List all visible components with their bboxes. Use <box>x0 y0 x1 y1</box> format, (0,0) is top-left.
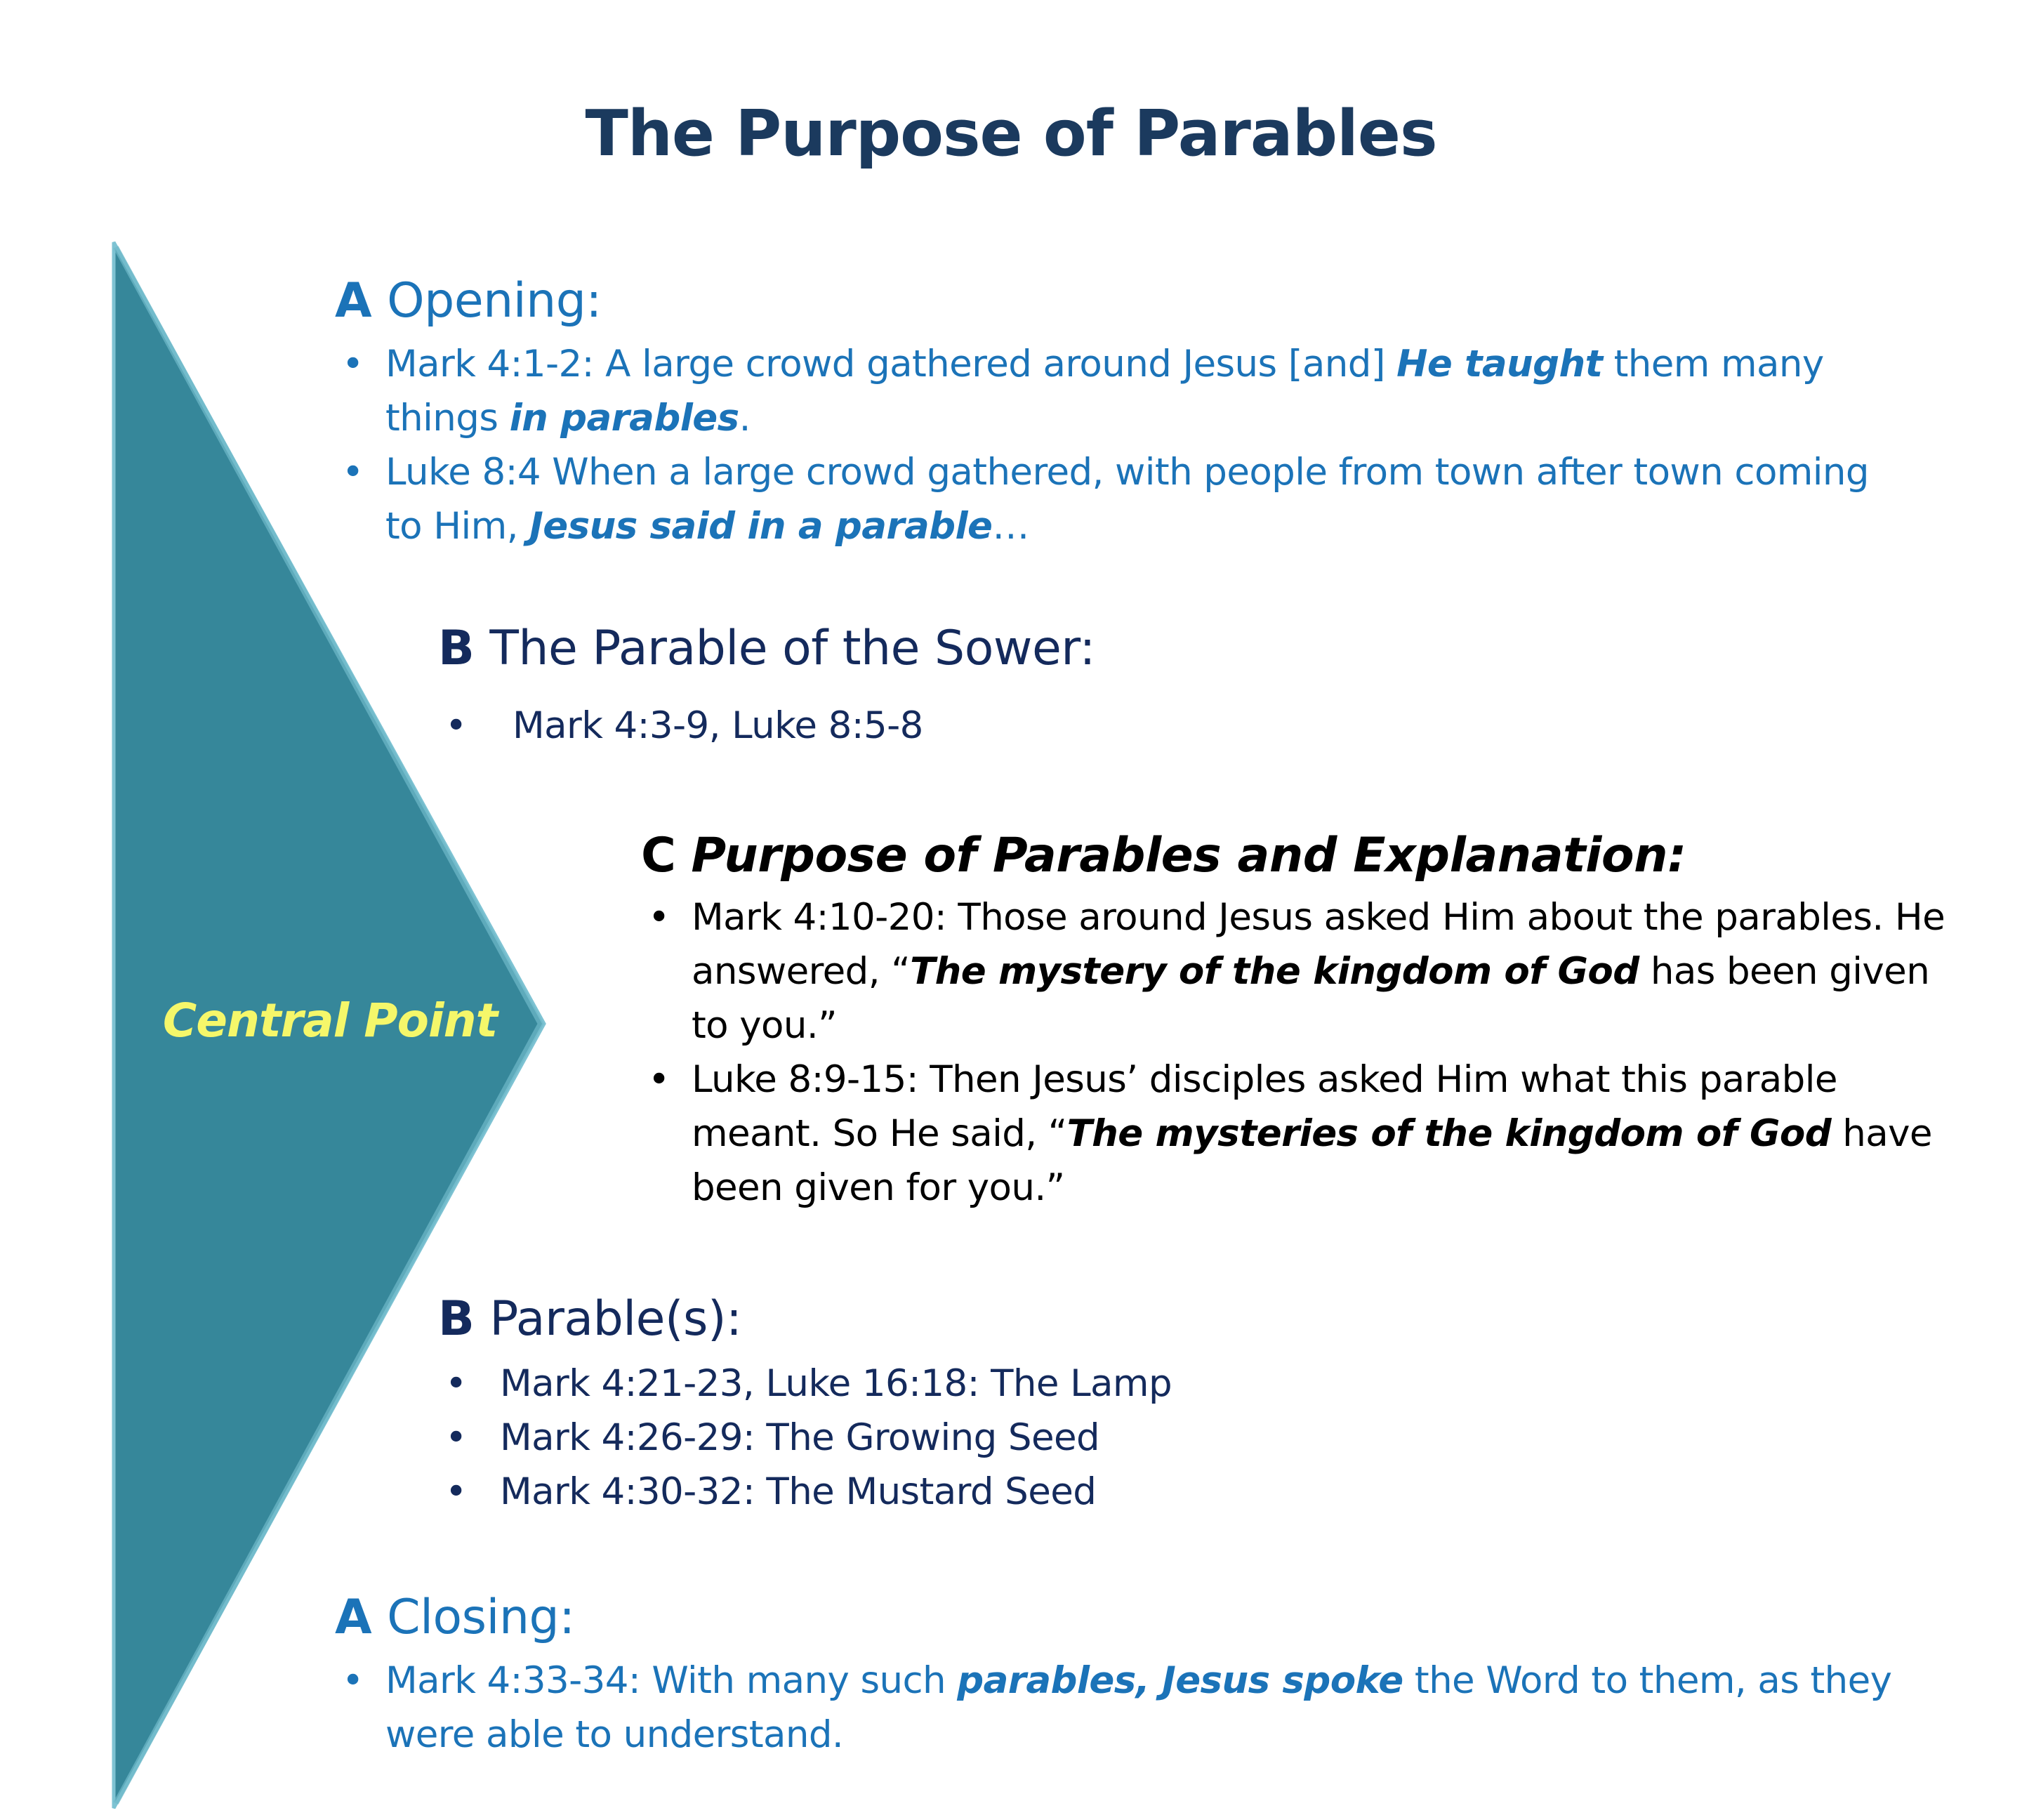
section-a-closing <box>335 1590 1950 1762</box>
list-item <box>648 1053 1948 1215</box>
text-run: them many things <box>385 343 1824 440</box>
section-heading <box>438 1292 1842 1347</box>
section-letter: A <box>335 1590 372 1645</box>
bullet-icon: • <box>445 1416 467 1460</box>
list-item <box>342 445 1895 553</box>
section-c-purpose <box>641 829 1989 1215</box>
text-run: Luke 8:9-15: Then Jesus’ disciples asked Him what this parable meant. So He said, “ <box>692 1058 1837 1156</box>
section-letter: B <box>438 621 475 676</box>
list-item <box>648 890 1948 1053</box>
emphasis-text: Jesus said in a parable <box>529 505 993 548</box>
bullet-icon: • <box>445 1362 467 1406</box>
section-heading <box>335 274 1950 329</box>
section-title: Purpose of Parables and Explanation: <box>691 828 1686 883</box>
section-b-parables <box>438 1292 1842 1519</box>
text-run: Mark 4:1-2: A large crowd gathered around Jesus [and] <box>385 343 1397 386</box>
text-run: Luke 8:4 When a large crowd gathered, with people from town after town coming to Him, <box>385 451 1869 548</box>
section-a-opening <box>335 274 1950 553</box>
list-item <box>445 699 1842 753</box>
bullet-icon: • <box>342 343 364 386</box>
bullet-list <box>445 1357 1842 1519</box>
bullet-icon: • <box>648 1058 670 1102</box>
section-heading <box>335 1590 1950 1645</box>
bullet-icon: • <box>342 451 364 494</box>
section-title: Closing: <box>387 1590 575 1645</box>
bullet-list <box>445 699 1842 753</box>
section-b-sower <box>438 621 1842 753</box>
bullet-icon: • <box>648 896 670 939</box>
text-run: has been given to you.” <box>692 950 1930 1048</box>
text-run: Mark 4:21-23, Luke 16:18: The Lamp <box>500 1362 1172 1406</box>
section-heading <box>438 621 1842 676</box>
bullet-list <box>342 1654 1895 1762</box>
emphasis-text: The mystery of the kingdom of God <box>910 950 1639 994</box>
text-run: … <box>992 505 1029 548</box>
list-item <box>342 1654 1895 1762</box>
bullet-list <box>342 337 1895 553</box>
emphasis-text: He taught <box>1396 343 1603 386</box>
text-run: the Word to them, as they were able to understand. <box>385 1659 1892 1757</box>
section-title: Parable(s): <box>489 1291 742 1347</box>
text-run: Mark 4:26-29: The Growing Seed <box>500 1416 1100 1460</box>
list-item <box>445 1411 1842 1465</box>
emphasis-text: parables, Jesus spoke <box>957 1659 1403 1703</box>
central-point-label: Central Point <box>162 994 498 1048</box>
bullet-icon: • <box>342 1659 364 1703</box>
list-item <box>445 1357 1842 1411</box>
bullet-list <box>648 890 1948 1215</box>
text-run: Mark 4:33-34: With many such <box>385 1659 958 1703</box>
bullet-icon: • <box>445 1470 467 1514</box>
section-title: The Parable of the Sower: <box>489 621 1095 676</box>
list-item <box>445 1465 1842 1519</box>
text-run: Mark 4:3-9, Luke 8:5-8 <box>513 704 923 748</box>
emphasis-text: in parables <box>509 397 739 440</box>
section-letter: A <box>335 273 372 329</box>
section-heading <box>641 829 1989 883</box>
text-run: . <box>739 397 751 440</box>
text-run: Mark 4:10-20: Those around Jesus asked Him about the parables. He answered, “ <box>692 896 1945 994</box>
text-run: Mark 4:30-32: The Mustard Seed <box>500 1470 1097 1514</box>
section-letter: C <box>641 828 676 883</box>
section-letter: B <box>438 1291 475 1347</box>
section-title: Opening: <box>387 273 602 329</box>
bullet-icon: • <box>445 704 467 748</box>
emphasis-text: The mysteries of the kingdom of God <box>1066 1112 1832 1156</box>
text-run: have been given for you.” <box>692 1112 1932 1210</box>
list-item <box>342 337 1895 445</box>
slide-title: The Purpose of Parables <box>585 97 1437 171</box>
